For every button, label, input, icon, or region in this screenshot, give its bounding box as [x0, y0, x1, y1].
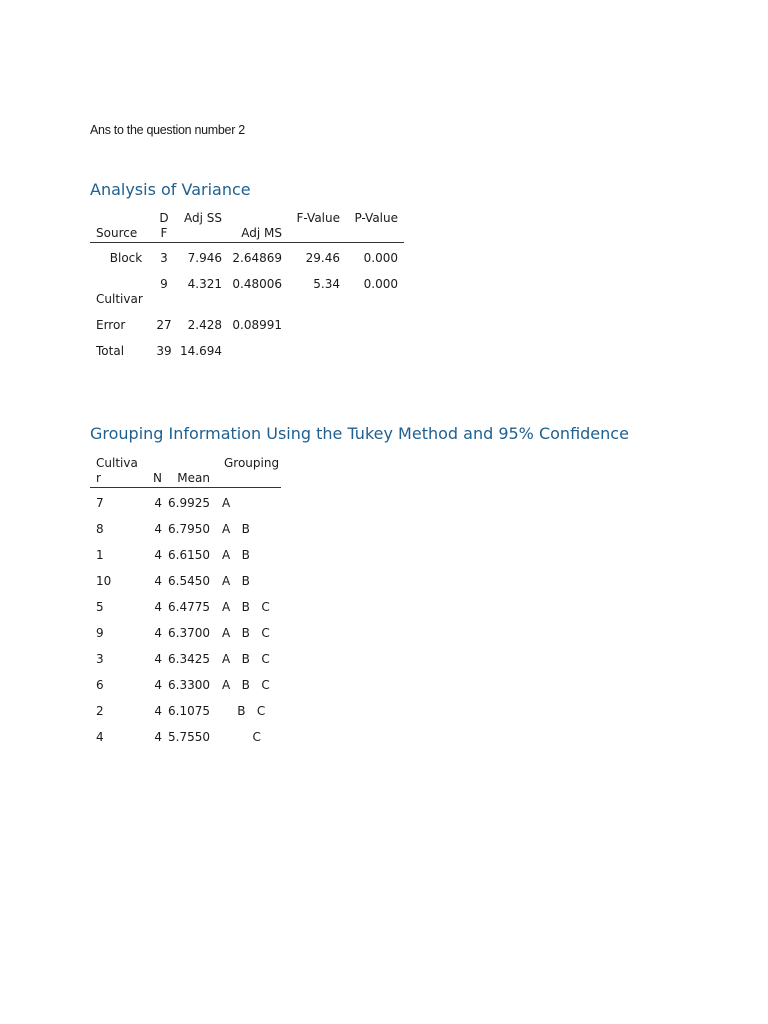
- anova-row: [90, 336, 404, 362]
- header-adj-ms: Adj MS: [224, 211, 284, 243]
- grouping-mean: 6.3425: [168, 652, 210, 666]
- grouping-row: [90, 722, 281, 748]
- anova-row: [90, 269, 404, 310]
- grouping-mean: 6.1075: [168, 704, 210, 718]
- header-df: DF: [156, 211, 172, 243]
- grouping-mean: 6.5450: [168, 574, 210, 588]
- grouping-row: [90, 540, 281, 566]
- grouping-letters: B C: [222, 704, 266, 718]
- grouping-n: 4: [154, 730, 162, 744]
- grouping-cultivar: 9: [96, 626, 104, 640]
- grouping-cultivar: 5: [96, 600, 104, 614]
- grouping-n: 4: [154, 574, 162, 588]
- grouping-mean: 6.3700: [168, 626, 210, 640]
- anova-source: Block: [109, 251, 143, 265]
- anova-f-value: [284, 336, 342, 362]
- grouping-letters: A B C: [222, 600, 270, 614]
- anova-adj-ms: [224, 336, 284, 362]
- anova-adj-ss: 4.321: [187, 277, 222, 291]
- intro-text: Ans to the question number 2: [90, 123, 245, 137]
- anova-f-value: 5.34: [313, 277, 340, 291]
- anova-source: Error: [96, 318, 126, 332]
- anova-row: [90, 310, 404, 336]
- anova-table: [90, 211, 404, 362]
- header-cultivar: Cultivar: [90, 456, 138, 488]
- grouping-table: [90, 456, 281, 748]
- header-grouping: Grouping: [211, 456, 281, 488]
- grouping-mean: 6.9925: [168, 496, 210, 510]
- anova-adj-ms: 2.64869: [232, 251, 282, 265]
- anova-f-value: 29.46: [305, 251, 340, 265]
- anova-df: 39: [156, 344, 172, 358]
- anova-df: 27: [156, 318, 172, 332]
- grouping-n: 4: [154, 678, 162, 692]
- grouping-cultivar: 7: [96, 496, 104, 510]
- grouping-row: [90, 488, 281, 515]
- grouping-row: [90, 566, 281, 592]
- grouping-n: 4: [154, 652, 162, 666]
- grouping-letters: A: [222, 496, 231, 510]
- anova-df: 3: [160, 251, 168, 265]
- header-source: Source: [90, 211, 156, 243]
- grouping-cultivar: 2: [96, 704, 104, 718]
- grouping-row: [90, 514, 281, 540]
- anova-df: 9: [160, 277, 168, 291]
- grouping-cultivar: 3: [96, 652, 104, 666]
- grouping-n: 4: [154, 522, 162, 536]
- header-adj-ss: Adj SS: [172, 211, 224, 243]
- grouping-letters: C: [222, 730, 261, 744]
- anova-adj-ss: 7.946: [187, 251, 222, 265]
- grouping-cultivar: 8: [96, 522, 104, 536]
- grouping-cultivar: 10: [96, 574, 112, 588]
- grouping-n: 4: [154, 496, 162, 510]
- anova-p-value: 0.000: [363, 251, 398, 265]
- anova-adj-ms: 0.48006: [232, 277, 282, 291]
- grouping-mean: 6.7950: [168, 522, 210, 536]
- header-p-value: P-Value: [342, 211, 404, 243]
- grouping-mean: 6.3300: [168, 678, 210, 692]
- anova-f-value: [284, 310, 342, 336]
- grouping-row: [90, 644, 281, 670]
- grouping-row: [90, 618, 281, 644]
- grouping-letters: A B: [222, 574, 250, 588]
- anova-p-value: [342, 310, 404, 336]
- anova-source: Total: [96, 344, 125, 358]
- grouping-header-row: [90, 456, 281, 488]
- grouping-letters: A B C: [222, 652, 270, 666]
- grouping-row: [90, 670, 281, 696]
- anova-p-value: [342, 336, 404, 362]
- grouping-letters: A B: [222, 522, 250, 536]
- grouping-mean: 6.4775: [168, 600, 210, 614]
- anova-header-row: [90, 211, 404, 243]
- grouping-mean: 6.6150: [168, 548, 210, 562]
- anova-p-value: 0.000: [363, 277, 398, 291]
- grouping-row: [90, 592, 281, 618]
- grouping-mean: 5.7550: [168, 730, 210, 744]
- grouping-row: [90, 696, 281, 722]
- grouping-n: 4: [154, 600, 162, 614]
- anova-adj-ms: 0.08991: [232, 318, 282, 332]
- anova-row: [90, 243, 404, 270]
- grouping-letters: A B: [222, 548, 250, 562]
- grouping-cultivar: 1: [96, 548, 104, 562]
- grouping-n: 4: [154, 704, 162, 718]
- grouping-n: 4: [154, 548, 162, 562]
- grouping-heading: Grouping Information Using the Tukey Method and 95% Confidence: [90, 424, 629, 443]
- anova-adj-ss: 14.694: [180, 344, 222, 358]
- grouping-letters: A B C: [222, 626, 270, 640]
- grouping-n: 4: [154, 626, 162, 640]
- anova-adj-ss: 2.428: [187, 318, 222, 332]
- anova-source: Cultivar: [96, 292, 143, 306]
- header-n: N: [138, 456, 164, 488]
- anova-heading: Analysis of Variance: [90, 180, 251, 199]
- grouping-letters: A B C: [222, 678, 270, 692]
- grouping-cultivar: 4: [96, 730, 104, 744]
- header-f-value: F-Value: [284, 211, 342, 243]
- header-mean: Mean: [164, 456, 211, 488]
- grouping-cultivar: 6: [96, 678, 104, 692]
